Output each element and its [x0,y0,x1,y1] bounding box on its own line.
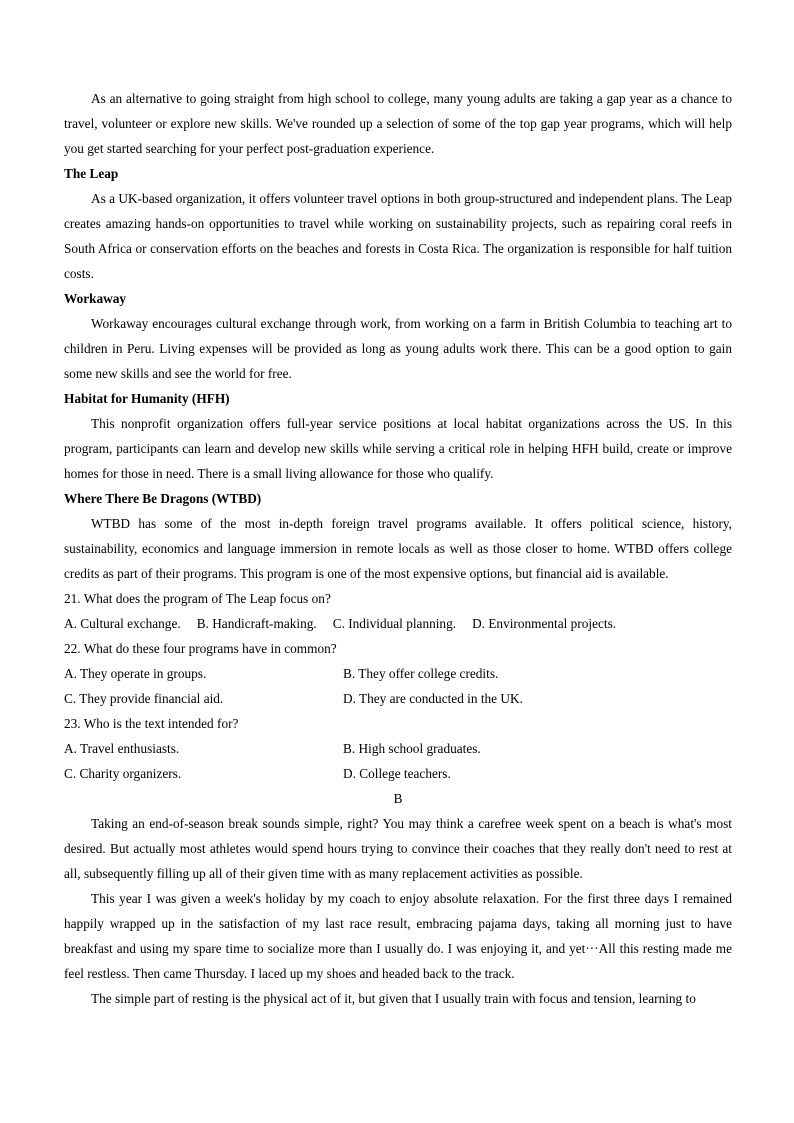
question-21-option-a: A. Cultural exchange. [64,616,181,631]
section-b-mark: B [393,791,403,806]
question-22-option-b: B. They offer college credits. [343,666,499,681]
question-23-option-d: D. College teachers. [343,766,451,781]
program-heading-wtbd: Where There Be Dragons (WTBD) [64,491,262,506]
program-text-hfh: This nonprofit organization offers full-year service positions at local habitat organizations across the US. In this program, participants can learn and develop new skills while serving a critical role in helping HFH build, create or improve homes for those in need. There is a small living allowance for those who qualify. [64,416,732,481]
question-23-option-a: A. Travel enthusiasts. [64,741,180,756]
question-22-options-row-2 [64,686,732,711]
question-23: 23. Who is the text intended for? [64,716,239,731]
question-22-options-row-1 [64,661,732,686]
program-heading-hfh: Habitat for Humanity (HFH) [64,391,230,406]
passage-b-paragraph-3: The simple part of resting is the physical act of it, but given that I usually train with focus and tension, learning to [91,991,696,1006]
question-22: 22. What do these four programs have in common? [64,641,337,656]
question-22-option-d: D. They are conducted in the UK. [343,691,523,706]
program-heading-the-leap: The Leap [64,166,119,181]
program-text-wtbd: WTBD has some of the most in-depth foreign travel programs available. It offers political science, history, sustainability, economics and language immersion in remote locals as well as those closer to home. WTBD offers college credits as part of their programs. This program is one of the most expensive options, but financial aid is available. [64,516,732,581]
passage-b-paragraph-2: This year I was given a week's holiday by my coach to enjoy absolute relaxation. For the first three days I remained happily wrapped up in the satisfaction of my last race result, embracing pajama days, taking all morning just to have breakfast and using my spare time to socialize more than I usually do. I was enjoying it, and yet···All this resting made me feel restless. Then came Thursday. I laced up my shoes and headed back to the track. [64,891,732,981]
question-23-option-b: B. High school graduates. [343,741,481,756]
question-23-option-c: C. Charity organizers. [64,766,182,781]
program-text-workaway: Workaway encourages cultural exchange through work, from working on a farm in British Columbia to teaching art to children in Peru. Living expenses will be provided as long as young adults work there. This can be a good option to gain some new skills and see the world for free. [64,316,732,381]
question-21-option-c: C. Individual planning. [332,616,457,631]
intro-paragraph: As an alternative to going straight from high school to college, many young adults are taking a gap year as a chance to travel, volunteer or explore new skills. We've rounded up a selection of some of the top gap year programs, which will help you get started searching for your perfect post-graduation experience. [64,91,732,156]
document-page [64,86,732,1011]
question-21: 21. What does the program of The Leap focus on? [64,591,331,606]
question-21-options [64,611,732,636]
question-21-option-d: D. Environmental projects. [472,616,617,631]
program-text-the-leap: As a UK-based organization, it offers volunteer travel options in both group-structured and independent plans. The Leap creates amazing hands-on opportunities to travel while working on sustainability projects, such as repairing coral reefs in South Africa or conservation efforts on the beaches and forests in Costa Rica. The organization is responsible for half tuition costs. [64,191,732,281]
question-22-option-a: A. They operate in groups. [64,666,207,681]
question-23-options-row-2 [64,761,732,786]
question-22-option-c: C. They provide financial aid. [64,691,224,706]
question-21-option-b: B. Handicraft-making. [196,616,317,631]
question-23-options-row-1 [64,736,732,761]
passage-b-paragraph-1: Taking an end-of-season break sounds simple, right? You may think a carefree week spent on a beach is what's most desired. But actually most athletes would spend hours trying to convince their coaches that they really don't need to rest at all, subsequently filling up all of their given time with as many replacement activities as possible. [64,816,732,881]
program-heading-workaway: Workaway [64,291,127,306]
